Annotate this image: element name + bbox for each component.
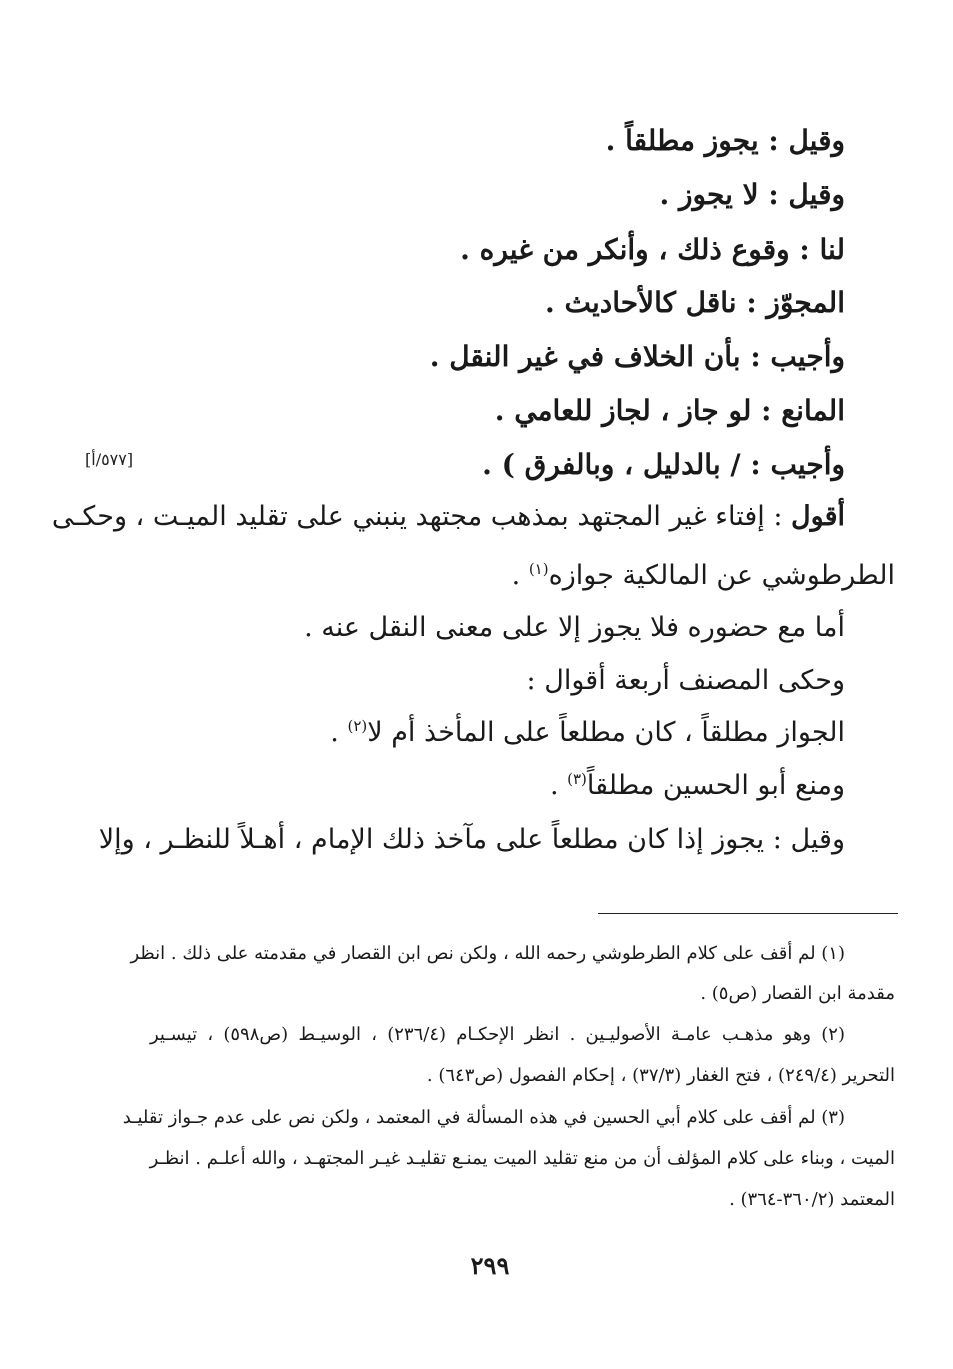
- body-line-2-text: وقيل : لا يجوز .: [659, 178, 845, 211]
- body-line-5: [430, 337, 845, 377]
- body-line-1: [606, 121, 845, 161]
- footnote-line-1: [130, 940, 845, 968]
- footnote-divider: [598, 913, 898, 914]
- body-line-2: [660, 175, 845, 215]
- body-line-4-text: المجوّز : ناقل كالأحاديث .: [545, 286, 845, 319]
- body-line-11: [527, 661, 845, 701]
- footnote-line-5-text: (٣) لم أقف على كلام أبي الحسين في هذه المسألة في المعتمد ، ولكن نص على عدم جـواز تقليـد: [122, 1107, 845, 1128]
- body-line-13: [550, 766, 845, 806]
- body-line-8: [51, 497, 845, 537]
- body-line-6-text: المانع : لو جاز ، لجاز للعامي .: [494, 394, 845, 427]
- footnote-ref-3[interactable]: (٣): [567, 770, 587, 788]
- footnote-line-7-text: المعتمد (٣٦٠/٢-٣٦٤) .: [729, 1189, 895, 1210]
- body-line-12: [330, 713, 845, 753]
- footnote-line-3: [150, 1021, 845, 1049]
- footnote-line-6: [150, 1145, 895, 1173]
- body-line-8-lead: أقول: [791, 501, 845, 532]
- footnote-line-7: [150, 1186, 895, 1214]
- page-number: ٢٩٩: [470, 1251, 510, 1280]
- body-line-14-text: وقيل : يجوز إذا كان مطلعاً على مآخذ ذلك الإمام ، أهـلاً للنظـر ، وإلا: [98, 824, 845, 855]
- body-line-3: [460, 230, 845, 270]
- body-line-14: [98, 820, 845, 860]
- body-line-10-text: أما مع حضوره فلا يجوز إلا على معنى النقل عنه .: [304, 612, 845, 643]
- body-line-8-text: : إفتاء غير المجتهد بمذهب مجتهد ينبني على تقليد الميـت ، وحكـى: [51, 501, 792, 532]
- margin-folio-reference: [٥٧٧/أ]: [85, 450, 134, 469]
- body-line-9: [512, 556, 895, 596]
- body-line-9-tail: .: [511, 560, 529, 591]
- footnote-line-6-text: الميت ، وبناء على كلام المؤلف أن من منع تقليد الميت يمنـع تقليـد غيـر المجتهـد ، والله أعلـم . انظـر: [149, 1148, 895, 1169]
- footnote-line-4: [150, 1062, 895, 1090]
- body-line-3-text: لنا : وقوع ذلك ، وأنكر من غيره .: [460, 233, 845, 266]
- body-line-1-text: وقيل : يجوز مطلقاً .: [605, 124, 845, 157]
- footnote-line-2-text: مقدمة ابن القصار (ص٥) .: [700, 983, 895, 1004]
- footnote-ref-2[interactable]: (٢): [347, 717, 368, 735]
- body-line-10: [304, 608, 845, 648]
- body-line-9-text: الطرطوشي عن المالكية جوازه: [548, 560, 895, 591]
- body-line-5-text: وأجيب : بأن الخلاف في غير النقل .: [429, 340, 845, 373]
- footnote-line-1-text: (١) لم أقف على كلام الطرطوشي رحمه الله ، ولكن نص ابن القصار في مقدمته على ذلك . انظر: [130, 943, 845, 964]
- body-line-13-tail: .: [549, 770, 568, 801]
- body-line-12-text: الجواز مطلقاً ، كان مطلعاً على المأخذ أم لا: [367, 717, 845, 748]
- body-line-13-text: ومنع أبو الحسين مطلقاً: [586, 770, 845, 801]
- footnote-line-4-text: التحرير (٢٤٩/٤) ، فتح الغفار (٣٧/٣) ، إحكام الفصول (ص٦٤٣) .: [426, 1065, 895, 1086]
- body-line-7: [482, 445, 845, 485]
- footnote-line-5: [122, 1104, 845, 1132]
- body-line-11-text: وحكى المصنف أربعة أقوال :: [526, 665, 845, 696]
- body-line-12-tail: .: [330, 717, 348, 748]
- footnote-ref-1[interactable]: (١): [528, 560, 549, 578]
- body-line-6: [495, 391, 845, 431]
- body-line-4: [545, 283, 845, 323]
- body-line-7-text: وأجيب : / بالدليل ، وبالفرق ) .: [482, 448, 845, 481]
- footnote-line-2: [150, 980, 895, 1008]
- footnote-line-3-text: (٢) وهو مذهـب عامـة الأصوليـين . انظر الإحكـام (٢٣٦/٤) ، الوسيـط (ص٥٩٨) ، تيسـير: [150, 1024, 845, 1045]
